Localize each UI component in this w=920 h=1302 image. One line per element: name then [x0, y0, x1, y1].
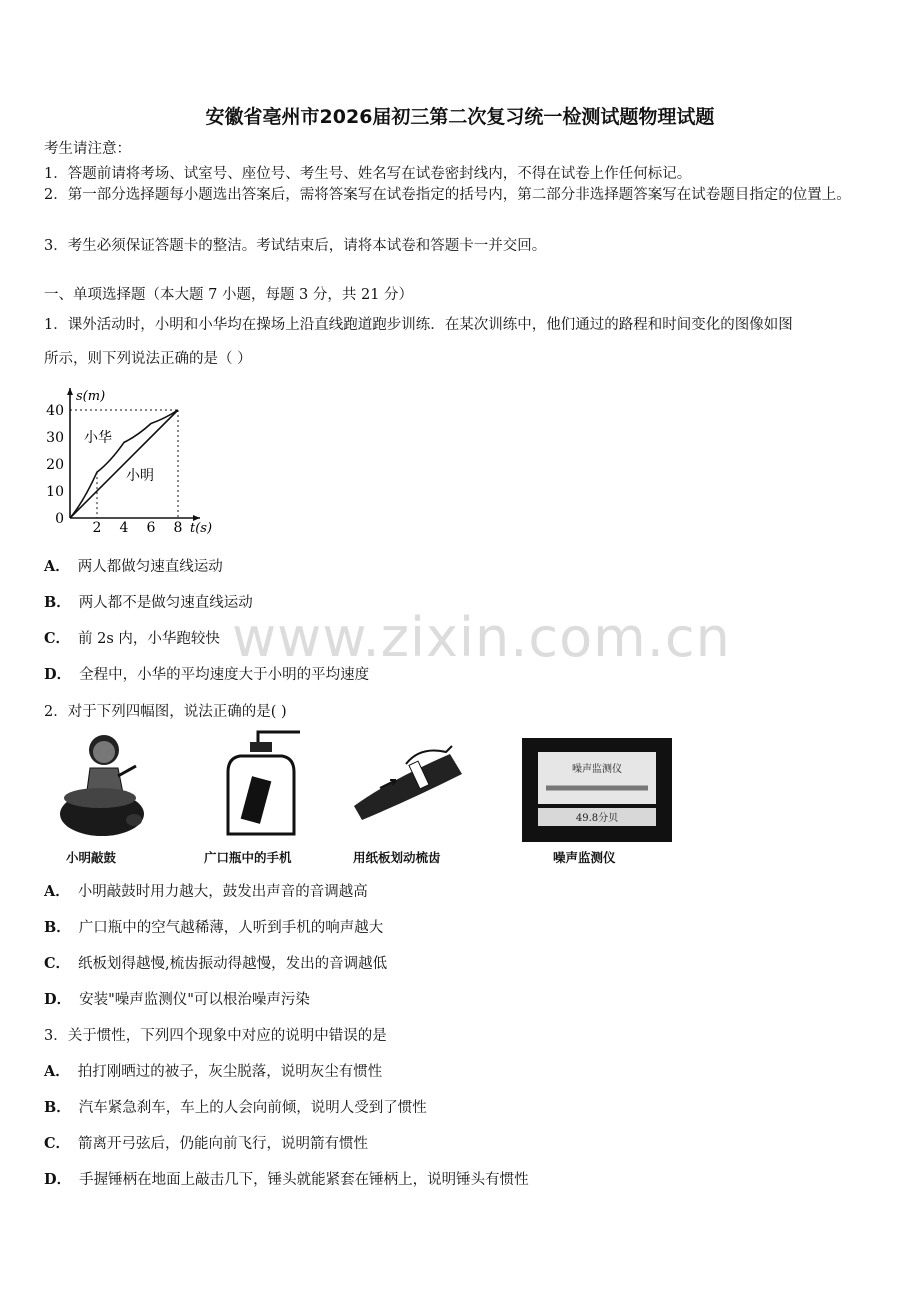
option-letter: B．	[44, 1099, 71, 1116]
series-label-xiaoming: 小明	[126, 468, 154, 484]
q2-option-a[interactable]	[44, 880, 368, 901]
notice-heading: 考生请注意：	[44, 141, 131, 157]
x-tick-label: 4	[119, 520, 129, 536]
option-letter: D．	[44, 666, 72, 683]
figure-caption-drum: 小明敲鼓	[66, 850, 117, 865]
option-text: 汽车紧急刹车，车上的人会向前倾，说明人受到了惯性	[78, 1100, 427, 1116]
option-letter: C．	[44, 1135, 71, 1152]
noise-monitor-figure	[522, 738, 672, 842]
monitor-reading: 49.8分贝	[575, 813, 619, 824]
x-axis-label: t(s)	[190, 521, 213, 536]
page-title: 安徽省亳州市2026届初三第二次复习统一检测试题物理试题	[205, 106, 715, 128]
series-line-xiaoming	[70, 410, 178, 518]
drum-figure	[52, 728, 152, 840]
q2-option-d[interactable]	[44, 988, 310, 1009]
x-tick-label: 2	[92, 520, 102, 536]
q3-stem: 3．关于惯性，下列四个现象中对应的说明中错误的是	[44, 1028, 387, 1044]
comb-figure	[350, 740, 464, 824]
option-text: 手握锤柄在地面上敲击几下，锤头就能紧套在锤柄上，说明锤头有惯性	[79, 1172, 529, 1188]
q3-option-a[interactable]	[44, 1060, 382, 1081]
y-tick-label: 0	[55, 511, 64, 527]
notice-item-1: 1．答题前请将考场、试室号、座位号、考生号、姓名写在试卷密封线内，不得在试卷上作任何标记。	[44, 166, 692, 182]
option-letter: B．	[44, 919, 71, 936]
y-tick-label: 30	[46, 430, 64, 446]
jar-phone-figure	[222, 728, 312, 840]
y-tick-label: 10	[46, 484, 64, 500]
q3-option-d[interactable]	[44, 1168, 529, 1189]
series-label-xiaohua: 小华	[84, 430, 112, 446]
q2-option-c[interactable]	[44, 952, 387, 973]
y-tick-label: 40	[46, 403, 64, 419]
option-text: 全程中，小华的平均速度大于小明的平均速度	[79, 667, 370, 683]
q1-option-c[interactable]	[44, 627, 220, 648]
option-text: 小明敲鼓时用力越大，鼓发出声音的音调越高	[77, 884, 368, 900]
q1-option-b[interactable]	[44, 591, 253, 612]
section-heading: 一、单项选择题（本大题 7 小题，每题 3 分，共 21 分）	[44, 287, 414, 303]
option-text: 箭离开弓弦后，仍能向前飞行，说明箭有惯性	[78, 1136, 369, 1152]
option-letter: B．	[44, 594, 71, 611]
option-text: 纸板划得越慢,梳齿振动得越慢，发出的音调越低	[78, 956, 388, 972]
option-letter: A．	[44, 883, 70, 900]
x-tick-label: 8	[173, 520, 183, 536]
figure-caption-monitor: 噪声监测仪	[553, 850, 616, 865]
x-tick-label: 6	[146, 520, 156, 536]
option-text: 广口瓶中的空气越稀薄，人听到手机的响声越大	[78, 920, 384, 936]
figure-caption-jar: 广口瓶中的手机	[204, 850, 292, 865]
option-text: 拍打刚晒过的被子，灰尘脱落，说明灰尘有惯性	[77, 1064, 383, 1080]
figure-caption-comb: 用纸板划动梳齿	[353, 850, 441, 865]
option-letter: C．	[44, 630, 71, 647]
q1-stem-line1: 1．课外活动时，小明和小华均在操场上沿直线跑道跑步训练．在某次训练中，他们通过的路程和时间变化的图像如图	[44, 317, 793, 333]
watermark: www.zixin.com.cn	[232, 606, 731, 669]
q1-stem-line2: 所示，则下列说法正确的是（ ）	[44, 351, 252, 367]
option-letter: A．	[44, 1063, 70, 1080]
q1-option-d[interactable]	[44, 663, 369, 684]
q3-option-c[interactable]	[44, 1132, 368, 1153]
option-letter: C．	[44, 955, 71, 972]
q2-option-b[interactable]	[44, 916, 383, 937]
option-text: 安装"噪声监测仪"可以根治噪声污染	[79, 992, 310, 1008]
option-letter: D．	[44, 1171, 72, 1188]
option-letter: D．	[44, 991, 72, 1008]
y-axis-arrow	[67, 388, 73, 395]
monitor-label: 噪声监测仪	[572, 764, 622, 775]
option-text: 两人都不是做匀速直线运动	[78, 595, 253, 611]
q1-option-a[interactable]	[44, 555, 223, 576]
q3-option-b[interactable]	[44, 1096, 427, 1117]
option-letter: A．	[44, 558, 70, 575]
option-text: 两人都做匀速直线运动	[77, 559, 223, 575]
y-axis-label: s(m)	[76, 389, 106, 404]
notice-item-2: 2．第一部分选择题每小题选出答案后，需将答案写在试卷指定的括号内，第二部分非选择题答案写在试卷题目指定的位置上。	[44, 187, 851, 203]
q2-stem: 2．对于下列四幅图，说法正确的是( )	[44, 704, 287, 720]
y-tick-label: 20	[46, 457, 64, 473]
distance-time-chart	[40, 378, 230, 538]
option-text: 前 2s 内，小华跑较快	[78, 631, 220, 647]
notice-item-3: 3．考生必须保证答题卡的整洁。考试结束后，请将本试卷和答题卡一并交回。	[44, 238, 547, 254]
